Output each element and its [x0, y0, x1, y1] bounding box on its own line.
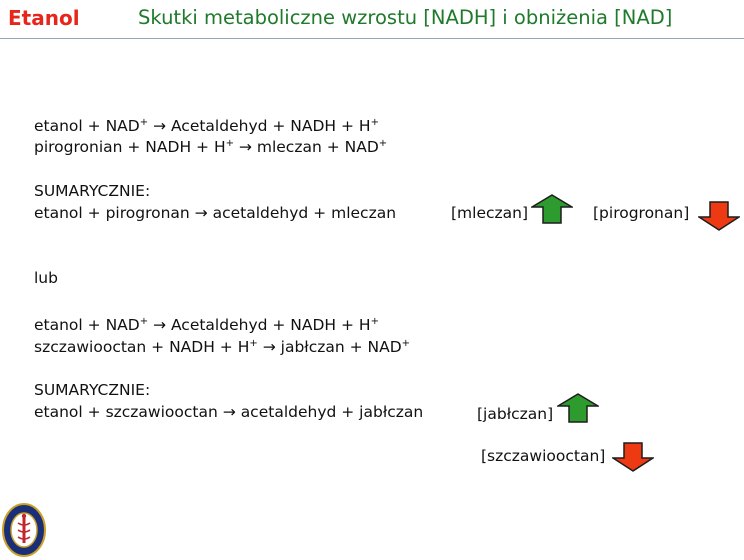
- reaction-2-right: mleczan + NAD: [256, 138, 379, 156]
- title-etanol: Etanol: [8, 6, 80, 30]
- superscript: +: [370, 117, 379, 128]
- summary-reaction-1: [34, 203, 396, 223]
- reaction-arrow: →: [153, 117, 167, 135]
- summary-2-left: etanol + szczawiooctan: [34, 403, 218, 421]
- reaction-1: [34, 116, 379, 136]
- superscript: +: [370, 316, 379, 327]
- summary-2-right: acetaldehyd + jabłczan: [240, 403, 424, 421]
- summary-label-2: SUMARYCZNIE:: [34, 381, 151, 399]
- up-arrow-icon: [557, 393, 599, 423]
- reaction-2: [34, 137, 387, 157]
- university-seal-icon: [2, 503, 46, 557]
- superscript: +: [249, 338, 258, 349]
- reaction-arrow: →: [238, 138, 252, 156]
- indicator-label-jablczan: [jabłczan]: [477, 405, 554, 423]
- summary-label-1: SUMARYCZNIE:: [34, 182, 151, 200]
- header-divider: [0, 38, 744, 39]
- reaction-arrow: →: [262, 338, 276, 356]
- reaction-1-right: Acetaldehyd + NADH + H: [170, 117, 371, 135]
- indicator-label-szczawiooctan: [szczawiooctan]: [481, 447, 606, 465]
- reaction-4: [34, 337, 410, 357]
- reaction-4-left: szczawiooctan + NADH + H: [34, 338, 250, 356]
- reaction-3-right: Acetaldehyd + NADH + H: [170, 316, 371, 334]
- reaction-3-left: etanol + NAD: [34, 316, 140, 334]
- summary-1-left: etanol + pirogronan: [34, 204, 190, 222]
- superscript: +: [139, 316, 149, 327]
- summary-reaction-2: [34, 402, 423, 422]
- superscript: +: [225, 138, 234, 149]
- or-text: lub: [34, 269, 58, 287]
- superscript: +: [139, 117, 149, 128]
- down-arrow-icon: [698, 201, 740, 231]
- superscript: +: [378, 138, 388, 149]
- reaction-arrow: →: [222, 403, 236, 421]
- summary-1-right: acetaldehyd + mleczan: [212, 204, 397, 222]
- reaction-3: [34, 315, 379, 335]
- reaction-arrow: →: [194, 204, 208, 222]
- page-title: Skutki metaboliczne wzrostu [NADH] i obniżenia [NAD]: [138, 6, 673, 29]
- down-arrow-icon: [612, 442, 654, 472]
- indicator-label-pirogronan: [pirogronan]: [593, 204, 690, 222]
- reaction-arrow: →: [153, 316, 167, 334]
- reaction-2-left: pirogronian + NADH + H: [34, 138, 226, 156]
- header: [0, 0, 744, 36]
- reaction-4-right: jabłczan + NAD: [280, 338, 402, 356]
- superscript: +: [401, 338, 411, 349]
- up-arrow-icon: [531, 194, 573, 224]
- reaction-1-left: etanol + NAD: [34, 117, 140, 135]
- indicator-label-mleczan: [mleczan]: [451, 204, 529, 222]
